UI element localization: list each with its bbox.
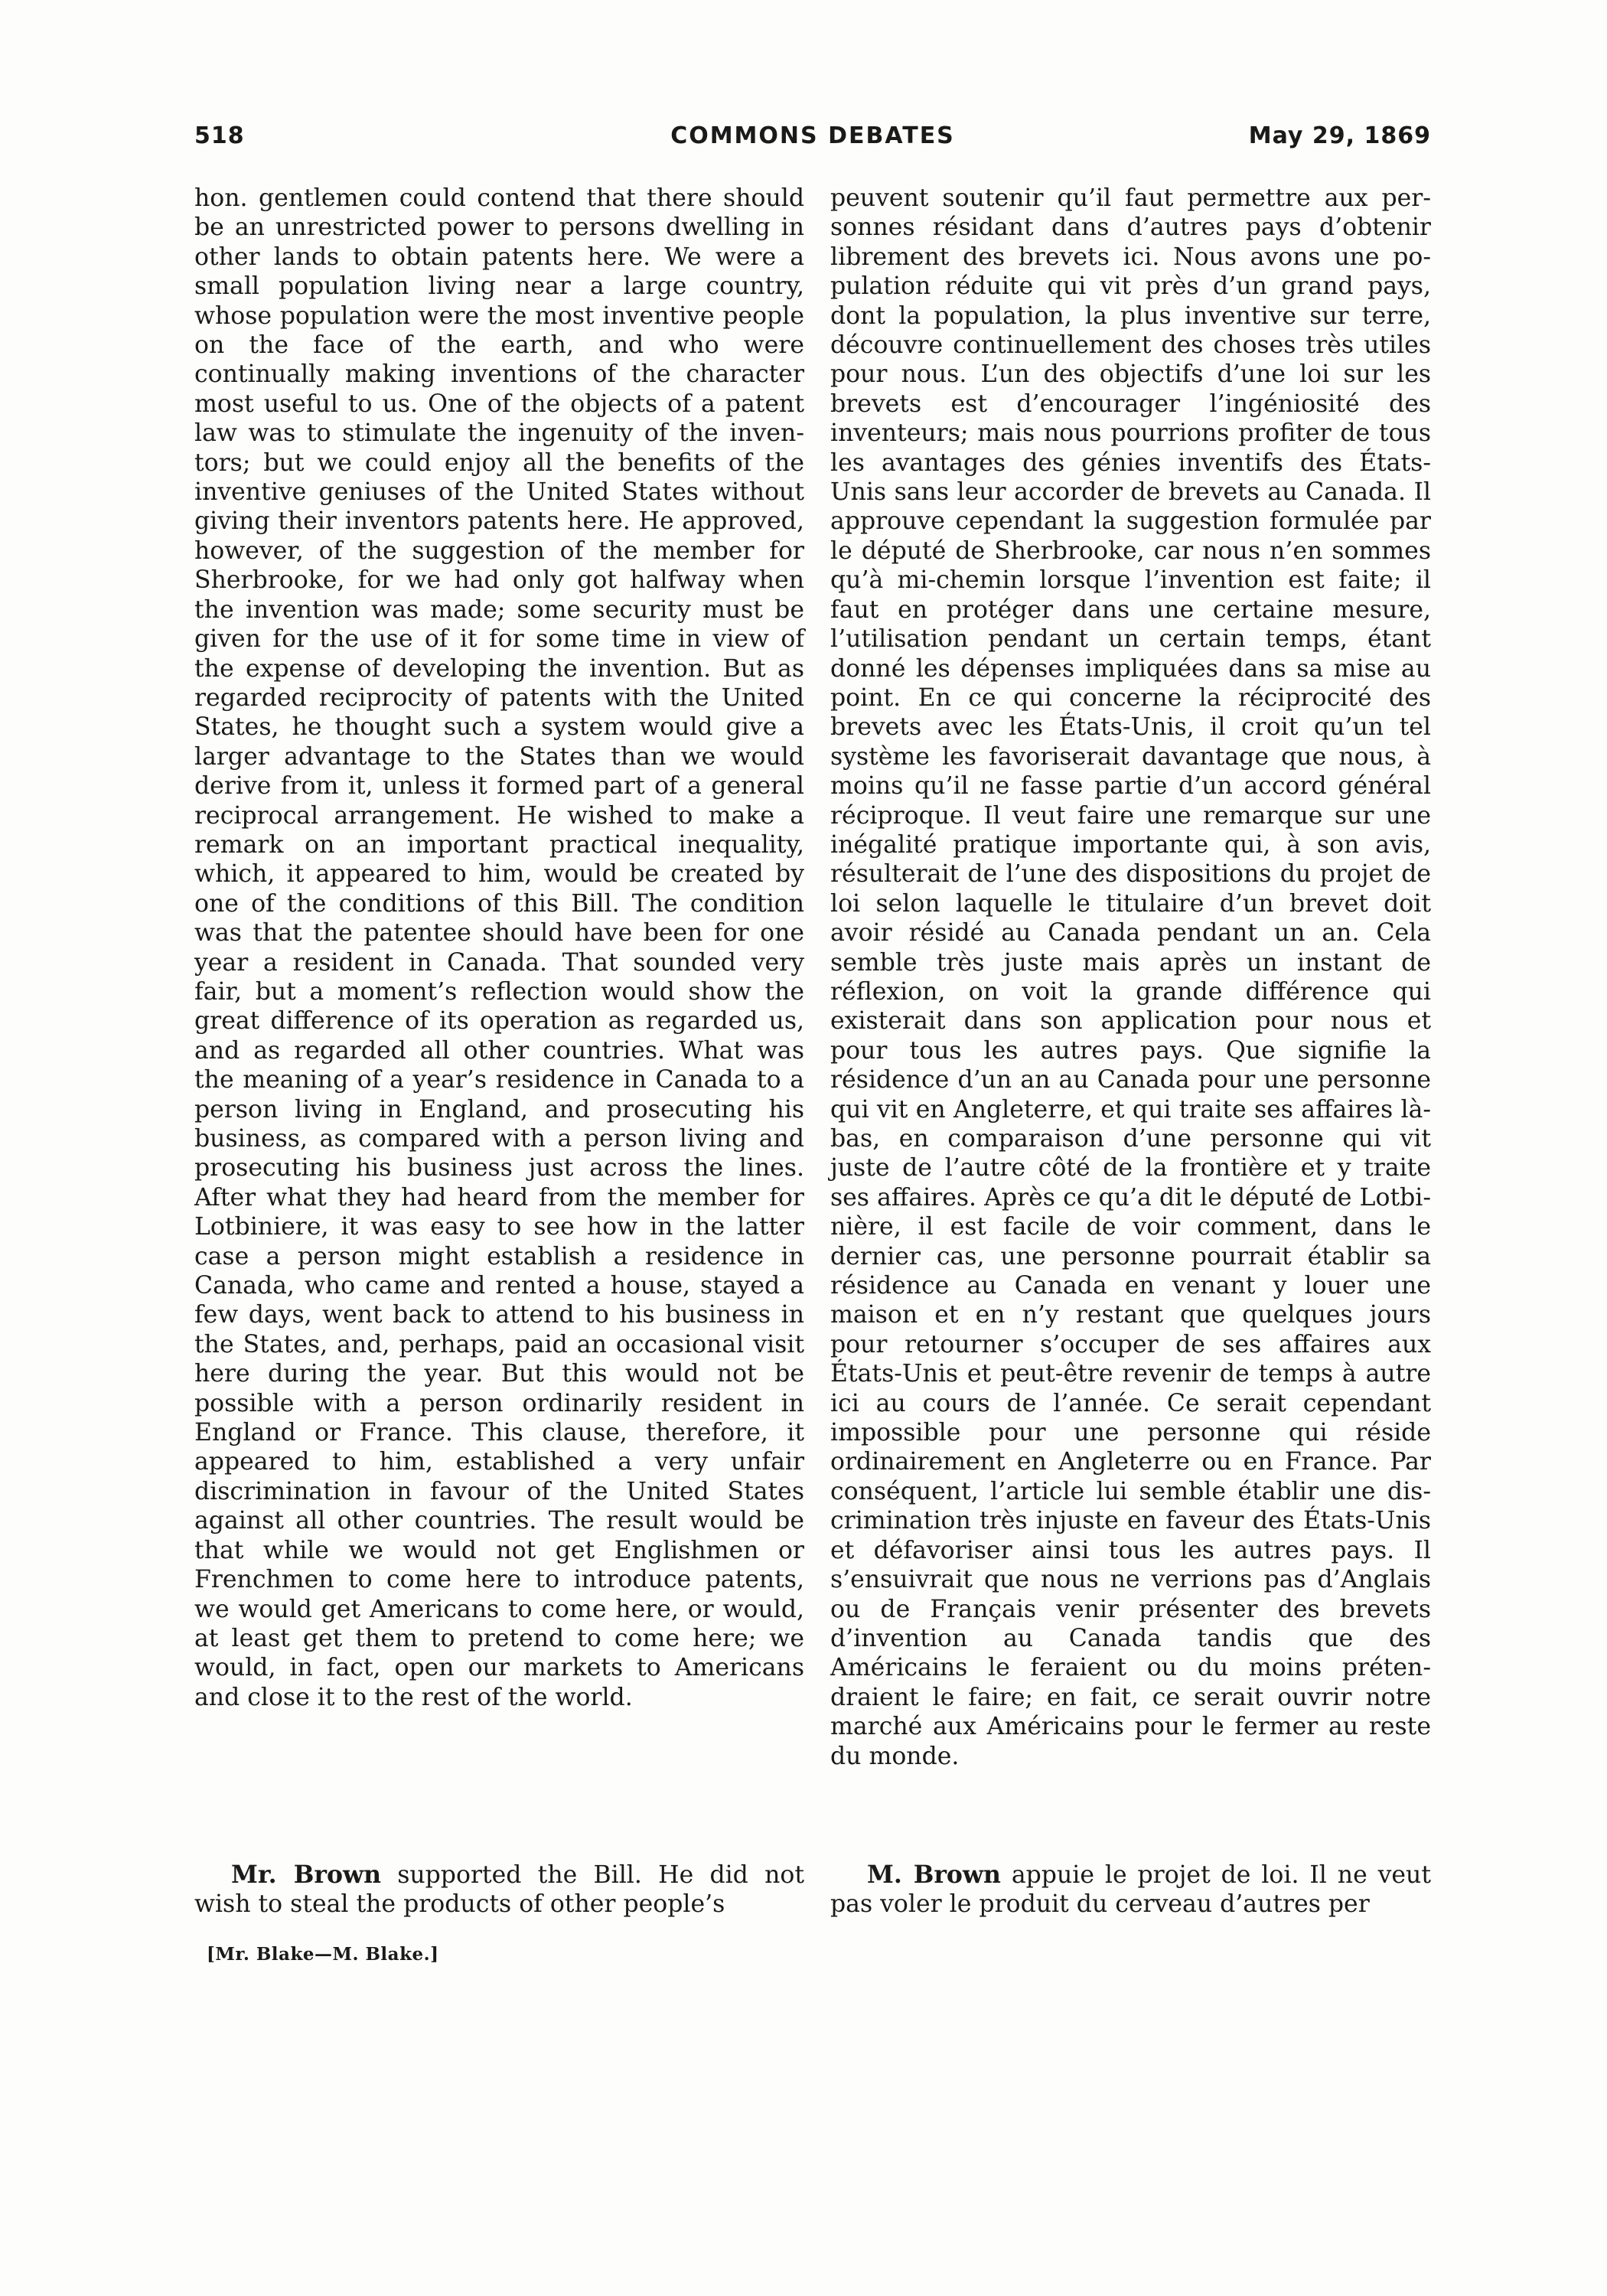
sitting-date: May 29, 1869 [1248, 122, 1431, 149]
publication-title: COMMONS DEBATES [670, 122, 955, 149]
french-column [830, 184, 1431, 1771]
running-header [194, 122, 1431, 161]
speaker-name-en: Mr. Brown [231, 1861, 381, 1889]
english-brown-paragraph [194, 1861, 804, 1919]
speaker-footer-note: [Mr. Blake—M. Blake.] [207, 1944, 439, 1965]
french-paragraph-continuation: peuvent soutenir qu’il faut permettre aux personnes résidant dans d’autres pays d’obtenir librement des brevets ici. Nous avons une population réduite qui vit près d’un grand pays, dont la population, la plus inventive sur terre, découvre continuellement des choses très utiles pour nous. L’un des objectifs d’une loi sur les brevets est d’encourager l’ingéniosité des inventeurs; mais nous pourrions profiter de tous les avantages des génies inventifs des États-Unis sans leur accorder de brevets au Canada. Il approuve cependant la suggestion formulée par le député de Sherbrooke, car nous n’en sommes qu’à mi-chemin lorsque l’invention est faite; il faut en protéger dans une certaine mesure, l’utilisation pendant un certain temps, étant donné les dépenses impliquées dans sa mise au point. En ce qui concerne la réciprocité des brevets avec les États-Unis, il croit qu’un tel système les favoriserait davantage que nous, à moins qu’il ne fasse partie d’un accord général réciproque. Il veut faire une remarque sur une inégalité pratique importante qui, à son avis, résulterait de l’une des dispositions du projet de loi selon laquelle le titulaire d’un brevet doit avoir résidé au Canada pendant un an. Cela semble très juste mais après un instant de réflexion, on voit la grande différence qui existerait dans son application pour nous et pour tous les autres pays. Que signifie la résidence d’un an au Canada pour une personne qui vit en Angleterre, et qui traite ses affaires là-bas, en comparaison d’une personne qui vit juste de l’autre côté de la frontière et y traite ses affaires. Après ce qu’a dit le député de Lotbinière, il est facile de voir comment, dans le dernier cas, une personne pourrait établir sa résidence au Canada en venant y louer une maison et en n’y restant que quelques jours pour retourner s’occuper de ses affaires aux États-Unis et peut-être revenir de temps à autre ici au cours de l’année. Ce serait cependant impossible pour une personne qui réside ordinairement en Angleterre ou en France. Par conséquent, l’article lui semble établir une discrimination très injuste en faveur des États-Unis et défavoriser ainsi tous les autres pays. Il s’ensuivrait que nous ne verrions pas d’Anglais ou de Français venir présenter des brevets d’invention au Canada tandis que des Américains le feraient ou du moins prétendraient le faire; en fait, ce serait ouvrir notre marché aux Américains pour le fermer au reste du monde. [830, 184, 1431, 1770]
english-paragraph-continuation: hon. gentlemen could contend that there should be an unrestricted power to persons dwelling in other lands to obtain patents here. We were a small population living near a large country, whose population were the most inventive people on the face of the earth, and who were continually making inventions of the character most useful to us. One of the objects of a patent law was to stimulate the ingenuity of the inventors; but we could enjoy all the benefits of the inventive geniuses of the United States without giving their inventors patents here. He approved, however, of the suggestion of the member for Sherbrooke, for we had only got halfway when the invention was made; some security must be given for the use of it for some time in view of the expense of developing the invention. But as regarded reciprocity of patents with the United States, he thought such a system would give a larger advantage to the States than we would derive from it, unless it formed part of a general reciprocal arrangement. He wished to make a remark on an important practical inequality, which, it appeared to him, would be created by one of the conditions of this Bill. The condition was that the patentee should have been for one year a resident in Canada. That sounded very fair, but a moment’s reflection would show the great difference of its operation as regarded us, and as regarded all other countries. What was the meaning of a year’s residence in Canada to a person living in England, and prosecuting his business, as compared with a person living and prosecuting his business just across the lines. After what they had heard from the member for Lotbiniere, it was easy to see how in the latter case a person might establish a residence in Canada, who came and rented a house, stayed a few days, went back to attend to his business in the States, and, perhaps, paid an occasional visit here during the year. But this would not be possible with a person ordinarily resident in England or France. This clause, therefore, it appeared to him, established a very unfair discrimination in favour of the United States against all other countries. The result would be that while we would not get Englishmen or Frenchmen to come here to introduce patents, we would get Americans to come here, or would, at least get them to pretend to come here; we would, in fact, open our markets to Americans and close it to the rest of the world. [194, 184, 804, 1711]
english-column [194, 184, 804, 1712]
page-number: 518 [194, 122, 245, 149]
english-brown-text: supported the Bill. He did not wish to steal the products of other people’s [194, 1861, 804, 1919]
speaker-name-fr: M. Brown [867, 1861, 1001, 1889]
french-brown-text: appuie le projet de loi. Il ne veut pas voler le produit du cerveau d’autres per [830, 1861, 1431, 1919]
french-brown-paragraph [830, 1861, 1431, 1919]
